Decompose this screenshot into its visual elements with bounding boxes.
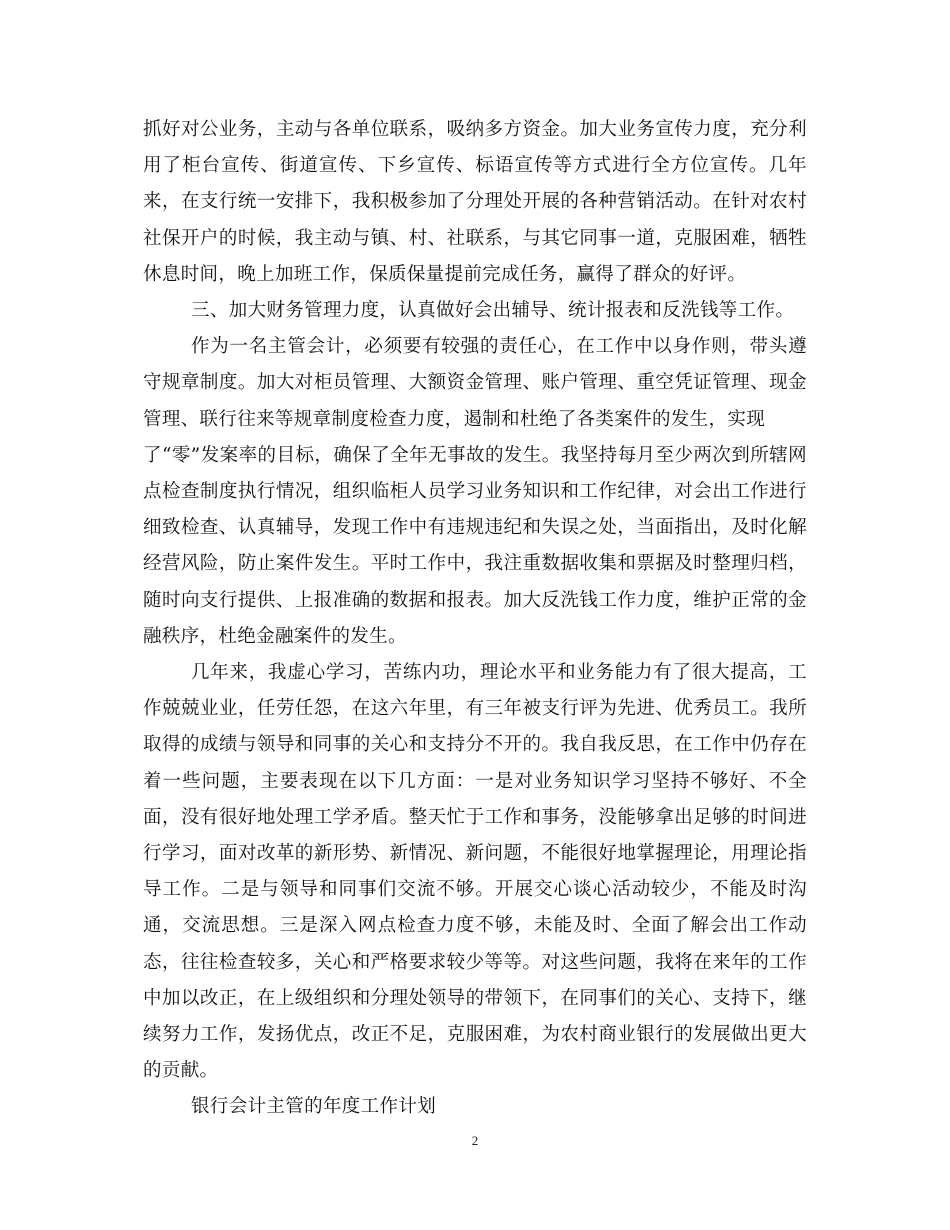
paragraph-self-reflection: 几年来，我虚心学习，苦练内功，理论水平和业务能力有了很大提高，工作兢兢业业，任劳任怨，在这六年里，有三年被支行评为先进、优秀员工。我所取得的成绩与领导和同事的关心和支持分不开的。我自我反思，在工作中仍存在着一些问题，主要表现在以下几方面：一是对业务知识学习坚持不够好、不全面，没有很好地处理工学矛盾。整天忙于工作和事务，没能够拿出足够的时间进行学习，面对改革的新形势、新情况、新问题，不能很好地掌握理论，用理论指导工作。二是与领导和同事们交流不够。开展交心谈心活动较少，不能及时沟通，交流思想。三是深入网点检查力度不够，未能及时、全面了解会出工作动态，往往检查较多，关心和严格要求较少等等。对这些问题，我将在来年的工作中加以改正，在上级组织和分理处领导的带领下，在同事们的关心、支持下，继续努力工作，发扬优点，改正不足，克服困难，为农村商业银行的发展做出更大的贡献。 [143,662,807,1082]
document-body [143,112,807,1126]
paragraph-annual-plan-title: 银行会计主管的年度工作计划 [191,1096,437,1118]
paragraph-section-three-heading: 三、加大财务管理力度，认真做好会出辅导、统计报表和反洗钱等工作。 [191,300,795,322]
paragraph-zero-incident-target: 了“零”发案率的目标，确保了全年无事故的发生。我坚持每月至少两次到所辖网点检查制度执行情况，组织临柜人员学习业务知识和工作纪律，对会出工作进行细致检查、认真辅导，发现工作中有违规违纪和失误之处，当面指出，及时化解经营风险，防止案件发生。平时工作中，我注重数据收集和票据及时整理归档，随时向支行提供、上报准确的数据和报表。加大反洗钱工作力度，维护正常的金融秩序，杜绝金融案件的发生。 [143,444,807,647]
page-number: 2 [471,1133,479,1148]
paragraph-chief-accountant-duties: 作为一名主管会计，必须要有较强的责任心，在工作中以身作则，带头遵守规章制度。加大对柜员管理、大额资金管理、账户管理、重空凭证管理、现金管理、联行往来等规章制度检查力度，遏制和杜绝了各类案件的发生，实现 [143,336,807,430]
paragraph-corporate-business: 抓好对公业务，主动与各单位联系，吸纳多方资金。加大业务宣传力度，充分利用了柜台宣传、街道宣传、下乡宣传、标语宣传等方式进行全方位宣传。几年来，在支行统一安排下，我积极参加了分理处开展的各种营销活动。在针对农村社保开户的时候，我主动与镇、村、社联系，与其它同事一道，克服困难，牺牲休息时间，晚上加班工作，保质保量提前完成任务，赢得了群众的好评。 [143,119,807,285]
